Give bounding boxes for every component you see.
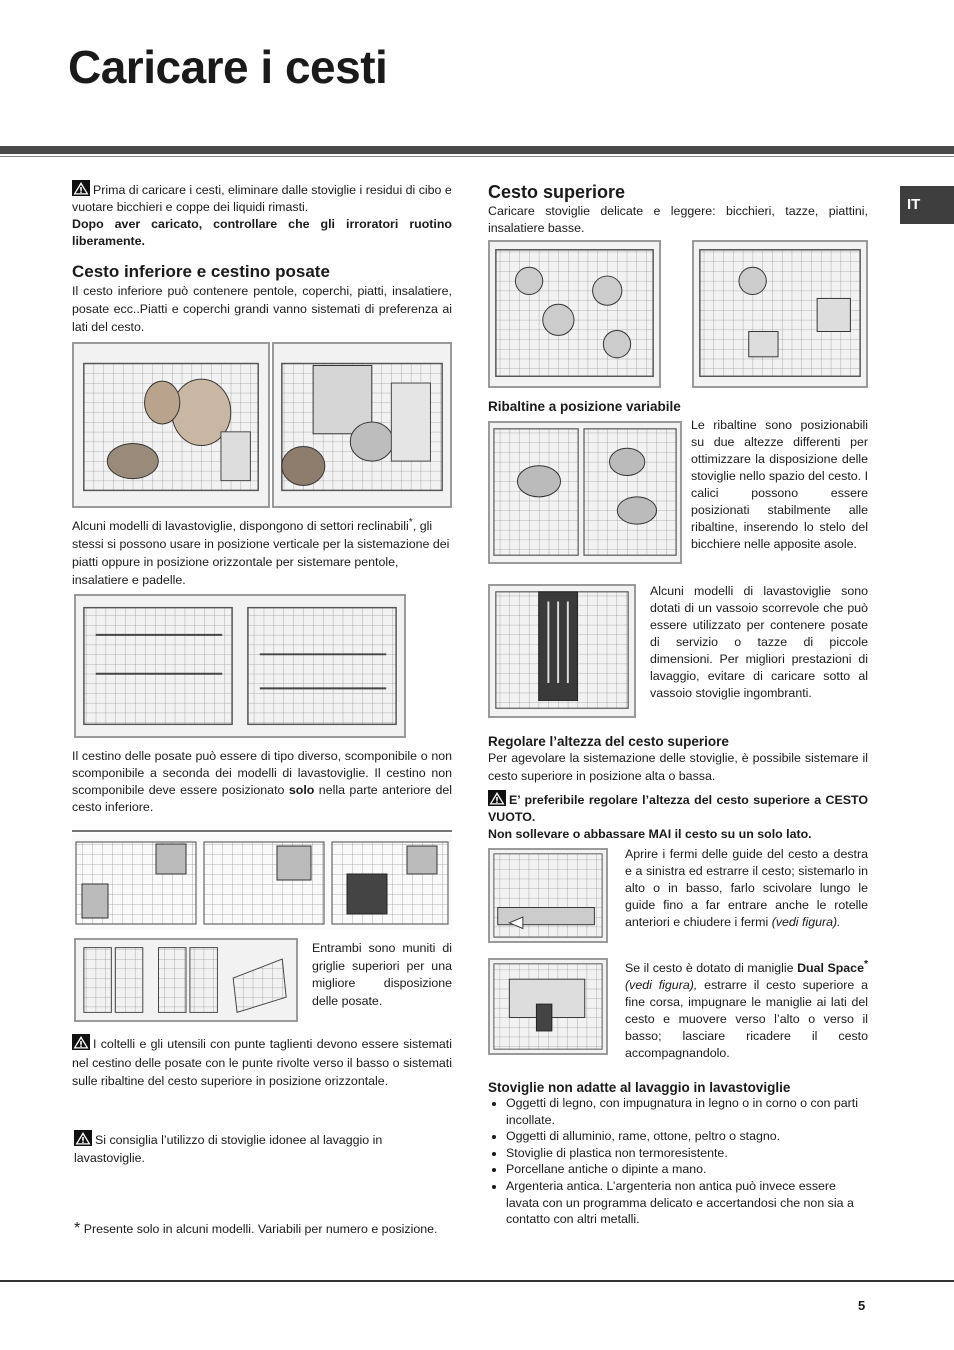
flaps-figure — [488, 421, 682, 564]
dual-text-b: estrarre il cesto superiore a fine corsa, impugnare le maniglie ai lati del cesto e muovere verso l’alto o verso il basso; lasciare ricadere il cesto accompagnandolo. — [625, 978, 868, 1061]
upper-basket-section — [488, 182, 868, 237]
dual-text-a: Se il cesto è dotato di maniglie — [625, 961, 794, 976]
cutlery-bold: solo — [288, 783, 315, 797]
cutlery-text-a: Il cestino delle posate può essere di tipo diverso, scomponibile o non scomponibile a seconda dei modelli di lavastoviglie. Il cestino non scomponibile deve essere posizionato — [72, 749, 452, 797]
cutlery-basket-figure — [72, 834, 452, 930]
sliding-tray-figure — [488, 584, 636, 718]
height-warning-block — [488, 790, 868, 843]
dual-asterisk: * — [863, 959, 868, 970]
upper-basket-heading: Cesto superiore — [488, 182, 626, 202]
upper-basket-figure-right — [692, 240, 868, 388]
advice-block — [74, 1130, 452, 1167]
grids-text: Entrambi sono muniti di griglie superiori per una migliore disposizione delle posate. — [312, 941, 452, 1008]
warning-triangle-icon — [72, 1034, 90, 1050]
flaps-text-block — [691, 417, 868, 553]
stops-text-block — [625, 846, 868, 931]
warning-triangle-icon — [488, 790, 506, 806]
grids-text-block — [312, 940, 452, 1010]
flaps-heading: Ribaltine a posizione variabile — [488, 399, 681, 414]
list-item: • Argenteria antica. L’argenteria non antica può invece essere lavata con un programma delicato e accertandosi che non sia a contatto con altri metalli. — [506, 1178, 868, 1228]
lower-basket-figure-right — [272, 342, 452, 508]
unsuitable-list — [488, 1095, 868, 1228]
cutlery-text-b: nella parte anteriore del cesto inferiore. — [72, 783, 452, 814]
flaps-heading-block — [488, 399, 868, 414]
height-heading: Regolare l’altezza del cesto superiore — [488, 734, 729, 749]
dual-italic: (vedi figura), — [625, 978, 698, 993]
footnote-asterisk: * — [74, 1220, 81, 1237]
flaps-text: Le ribaltine sono posizionabili su due altezze differenti per ottimizzare la disposizione delle stoviglie nello spazio del cesto. I calici possono essere posizionati stabilmente alle ribaltine, inserendo lo stelo del bicchiere nelle apposite asole. — [691, 418, 869, 551]
list-item: • Oggetti di legno, con impugnatura in legno o in corno o con parti incollate. — [506, 1095, 868, 1128]
lower-basket-heading: Cesto inferiore e cestino posate — [72, 262, 330, 281]
reclining-text-a: Alcuni modelli di lavastoviglie, dispongono di settori reclinabili — [72, 519, 409, 534]
reclining-text-b: , gli stessi si possono usare in posizione verticale per la sistemazione dei piatti oppure in posizione orizzontale per sistemare pentole, insalatiere e padelle. — [72, 519, 450, 588]
height-section — [488, 734, 868, 785]
height-warning-b: Non sollevare o abbassare MAI il cesto su un solo lato. — [488, 827, 812, 841]
page-number: 5 — [858, 1298, 866, 1313]
header-bar — [0, 146, 954, 154]
intro-block — [72, 180, 452, 250]
upper-basket-text: Caricare stoviglie delicate e leggere: bicchieri, tazze, piattini, insalatiere basse. — [488, 204, 868, 235]
tray-text-block — [650, 583, 868, 702]
figure-rule — [72, 830, 452, 832]
warning-triangle-icon — [74, 1130, 92, 1146]
height-text: Per agevolare la sistemazione delle stoviglie, è possibile sistemare il cesto superiore in posizione alta o bassa. — [488, 751, 868, 783]
basket-stops-figure — [488, 848, 608, 943]
advice-text: Si consiglia l’utilizzo di stoviglie idonee al lavaggio in lavastoviglie. — [74, 1133, 383, 1165]
list-item: • Porcellane antiche o dipinte a mano. — [506, 1161, 868, 1178]
list-item: • Stoviglie di plastica non termoresistente. — [506, 1145, 868, 1162]
lower-basket-text: Il cesto inferiore può contenere pentole, coperchi, piatti, insalatiere, posate ecc..Piatti e coperchi grandi vanno sistemati di preferenza ai lati del cesto. — [72, 284, 452, 334]
intro-bold-text: Dopo aver caricato, controllare che gli irroratori ruotino liberamente. — [72, 217, 452, 248]
knives-text: I coltelli e gli utensili con punte taglienti devono essere sistemati nel cestino delle posate con le punte rivolte verso il basso o sistemati sulle ribaltine del cesto superiore in posizione orizzontale. — [72, 1037, 452, 1088]
cutlery-grids-figure — [74, 938, 298, 1022]
height-warning-a: E’ preferibile regolare l’altezza del cesto superiore a CESTO VUOTO. — [488, 793, 868, 824]
list-item: • Oggetti di alluminio, rame, ottone, peltro o stagno. — [506, 1128, 868, 1145]
knives-warning-block — [72, 1034, 452, 1091]
stops-text: Aprire i fermi delle guide del cesto a destra e a sinistra ed estrarre il cesto; sistemarlo in alto o in basso, farlo scivolare lungo le guide fino a far entrare anche le rotelle anteriori e chiudere i fermi — [625, 847, 868, 929]
footer-rule — [0, 1280, 954, 1282]
stops-text-italic: (vedi figura). — [771, 915, 841, 929]
lower-basket-section — [72, 262, 452, 336]
dual-space-text-block — [625, 956, 868, 1062]
asterisk-mark: * — [408, 517, 413, 528]
unsuitable-section — [488, 1080, 868, 1228]
cutlery-basket-block — [72, 748, 452, 816]
dual-space-figure — [488, 958, 608, 1055]
tray-text: Alcuni modelli di lavastoviglie sono dotati di un vassoio scorrevole che può essere utilizzato per contenere posate di servizio o tazze di piccole dimensioni. Per migliori prestazioni di lavaggio, evitare di caricare sotto al vassoio stoviglie ingombranti. — [650, 584, 868, 700]
warning-triangle-icon — [72, 180, 90, 196]
page-title: Caricare i cesti — [68, 41, 388, 93]
language-tab: IT — [900, 186, 954, 224]
intro-text: Prima di caricare i cesti, eliminare dalle stoviglie i residui di cibo e vuotare bicchieri e coppe dei liquidi rimasti. — [72, 183, 452, 214]
dual-space-bold: Dual Space — [797, 961, 864, 976]
footnote-block — [74, 1220, 452, 1238]
unsuitable-heading: Stoviglie non adatte al lavaggio in lavastoviglie — [488, 1080, 791, 1095]
lower-basket-figure-left — [72, 342, 270, 508]
header-rule — [0, 156, 954, 157]
upper-basket-figure-left — [488, 240, 661, 388]
footnote-text: Presente solo in alcuni modelli. Variabili per numero e posizione. — [83, 1222, 438, 1236]
reclining-sectors-figure — [74, 594, 406, 738]
reclining-sectors-block — [72, 514, 452, 589]
